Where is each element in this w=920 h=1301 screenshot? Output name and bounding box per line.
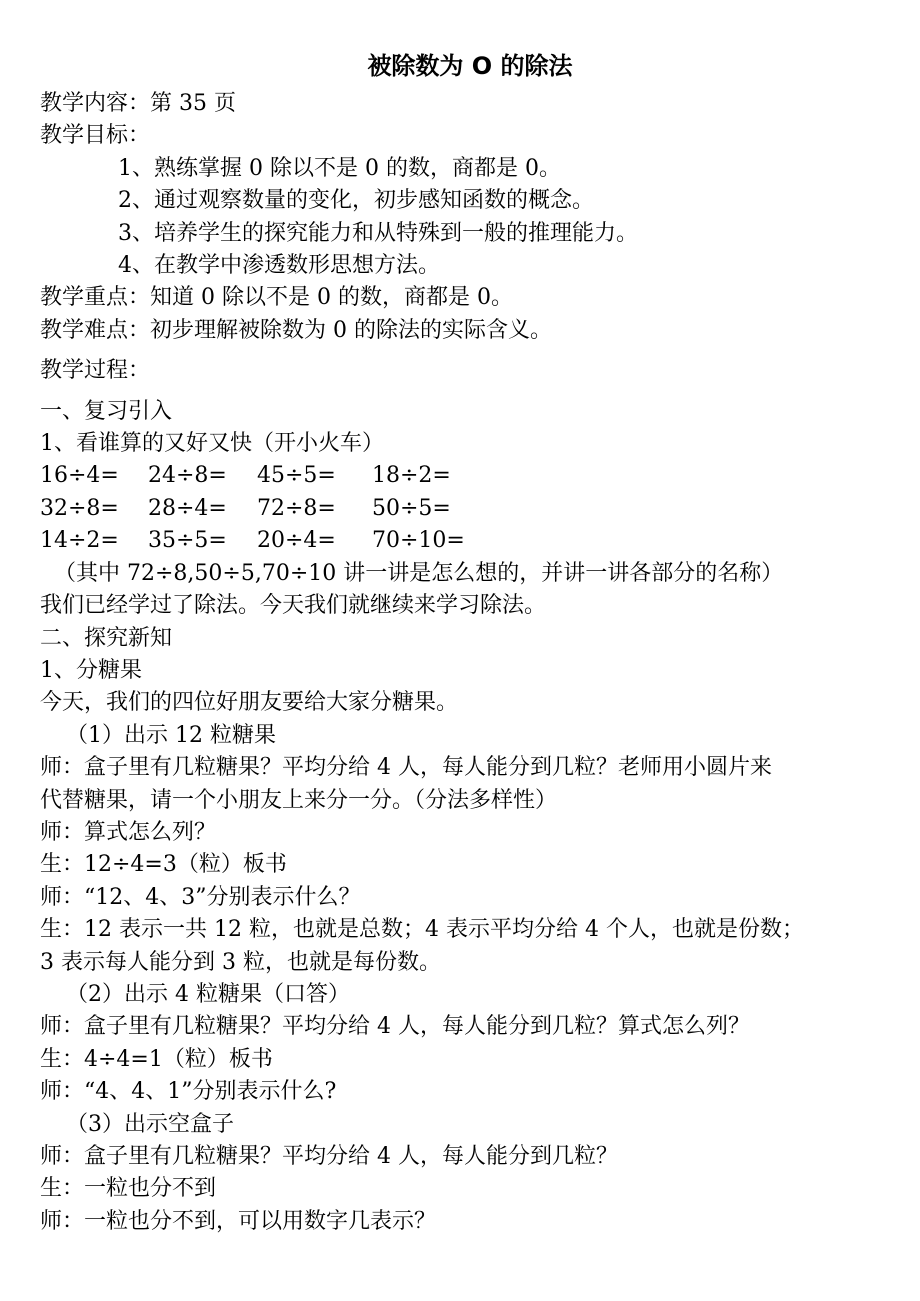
dialogue-line: 师：盒子里有几粒糖果？平均分给 4 人，每人能分到几粒？老师用小圆片来 — [40, 755, 772, 781]
math-problem: 28÷4= — [148, 495, 227, 521]
subsection-title: （2）出示 4 粒糖果（口答） — [66, 981, 350, 1007]
section-item: 1、看谁算的又好又快（开小火车） — [40, 431, 384, 457]
page-title: 被除数为 O 的除法 — [367, 52, 573, 80]
dialogue-line: 生：4÷4=1（粒）板书 — [40, 1046, 273, 1072]
dialogue-line: 师：“12、4、3”分别表示什么？ — [40, 884, 361, 910]
math-problem: 72÷8= — [257, 495, 336, 521]
math-problem: 35÷5= — [148, 528, 227, 554]
difficulty: 教学难点：初步理解被除数为 0 的除法的实际含义。 — [40, 317, 552, 343]
paragraph: 我们已经学过了除法。今天我们就继续来学习除法。 — [40, 593, 547, 619]
process-label: 教学过程： — [40, 358, 151, 384]
dialogue-line: 生：12 表示一共 12 粒，也就是总数；4 表示平均分给 4 个人，也就是份数； — [40, 917, 804, 943]
section-heading: 一、复习引入 — [40, 398, 173, 424]
math-problem: 50÷5= — [372, 495, 451, 521]
dialogue-line: 3 表示每人能分到 3 粒，也就是每份数。 — [40, 949, 441, 975]
section-item: 1、分糖果 — [40, 657, 142, 683]
dialogue-line: 师：算式怎么列？ — [40, 819, 217, 845]
dialogue-line: 师：“4、4、1”分别表示什么? — [40, 1079, 337, 1105]
math-row — [40, 460, 880, 492]
objective-item: 4、在教学中渗透数形思想方法。 — [118, 253, 440, 279]
math-problem: 20÷4= — [257, 528, 336, 554]
note: （其中 72÷8,50÷5,70÷10 讲一讲是怎么想的，并讲一讲各部分的名称） — [54, 560, 784, 586]
dialogue-line: 代替糖果，请一个小朋友上来分一分。（分法多样性） — [40, 787, 558, 813]
objective-item: 1、熟练掌握 0 除以不是 0 的数，商都是 0。 — [118, 155, 561, 181]
teaching-content: 教学内容：第 35 页 — [40, 91, 236, 116]
section-heading: 二、探究新知 — [40, 625, 173, 651]
paragraph: 今天，我们的四位好朋友要给大家分糖果。 — [40, 690, 459, 716]
dialogue-line: 生：一粒也分不到 — [40, 1176, 217, 1202]
dialogue-line: 师：盒子里有几粒糖果？平均分给 4 人，每人能分到几粒？ — [40, 1144, 618, 1169]
math-row — [40, 493, 880, 525]
subsection-title: （1）出示 12 粒糖果 — [66, 722, 276, 748]
document-page — [40, 50, 880, 1238]
key-point: 教学重点：知道 0 除以不是 0 的数，商都是 0。 — [40, 285, 513, 311]
math-problem: 70÷10= — [372, 528, 465, 554]
math-problem: 18÷2= — [372, 463, 451, 489]
dialogue-line: 师：盒子里有几粒糖果？平均分给 4 人，每人能分到几粒？算式怎么列？ — [40, 1014, 750, 1040]
objective-item: 3、培养学生的探究能力和从特殊到一般的推理能力。 — [118, 220, 638, 246]
math-problem: 14÷2= — [40, 528, 119, 554]
math-row — [40, 525, 880, 557]
dialogue-line: 师：一粒也分不到，可以用数字几表示？ — [40, 1208, 437, 1234]
dialogue-line: 生：12÷4=3（粒）板书 — [40, 852, 287, 878]
objectives-label: 教学目标： — [40, 123, 151, 149]
math-problem: 45÷5= — [257, 463, 336, 489]
math-problem: 24÷8= — [148, 463, 227, 489]
objective-item: 2、通过观察数量的变化，初步感知函数的概念。 — [118, 188, 594, 214]
subsection-title: （3）出示空盒子 — [66, 1111, 234, 1137]
math-problem: 16÷4= — [40, 463, 119, 489]
math-problem: 32÷8= — [40, 495, 119, 521]
